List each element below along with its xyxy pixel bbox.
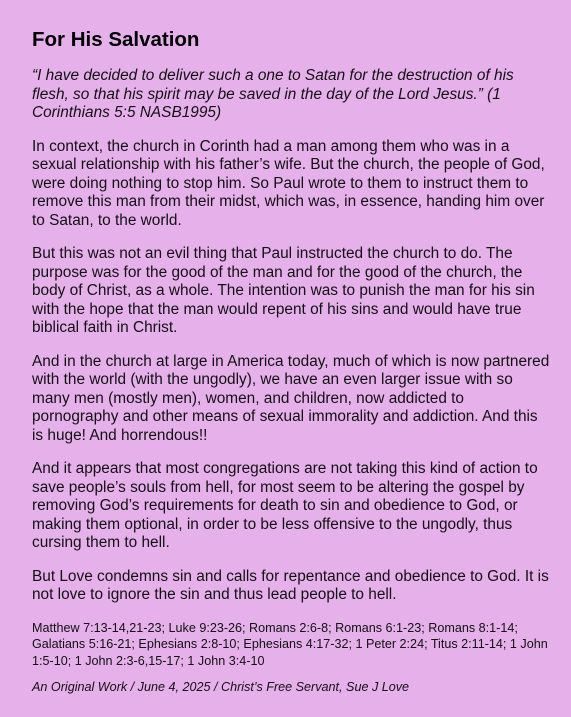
paragraph-4: And it appears that most congregations are not taking this kind of action to save people’s souls from hell, for most seem to be altering the gospel by removing God’s requirements for death to sin and obedience to God, or making them optional, in order to be less offensive to the ungodly, thus cursing them to hell. [32,460,538,551]
scripture-quote: “I have decided to deliver such a one to Satan for the destruction of his flesh, so that his spirit may be saved in the day of the Lord Jesus.” (1 Corinthians 5:5 NASB1995) [32,67,514,121]
paragraph-1: In context, the church in Corinth had a man among them who was in a sexual relationship with his father’s wife. But the church, the people of God, were doing nothing to stop him. So Paul wrote to them to instruct them to remove this man from their midst, which was, in essence, handing him over to Satan, to the world. [32,137,545,229]
page-title: For His Salvation [32,28,200,51]
attribution-footer: An Original Work / June 4, 2025 / Christ’s Free Servant, Sue J Love [32,680,410,694]
paragraph-2: But this was not an evil thing that Paul instructed the church to do. The purpose was for the good of the man and for the good of the church, the body of Christ, as a whole. The intention was to punish the man for his sin with the hope that the man would repent of his sins and would have true biblical faith in Christ. [32,245,535,336]
scripture-references: Matthew 7:13-14,21-23; Luke 9:23-26; Romans 2:6-8; Romans 6:1-23; Romans 8:1-14; Galatians 5:16-21; Ephesians 2:8-10; Ephesians 4:17-32; 1 Peter 2:24; Titus 2:11-14; 1 John 1:5-10; 1 John 2:3-6,15-17; 1 John 3:4-10 [32,620,548,668]
paragraph-5: But Love condemns sin and calls for repentance and obedience to God. It is not love to ignore the sin and thus lead people to hell. [32,567,549,603]
paragraph-3: And in the church at large in America today, much of which is now partnered with the world (with the ungodly), we have an even larger issue with so many men (mostly men), women, and children, now addicted to pornography and other means of sexual immorality and addiction. And this is huge! And horrendous!! [32,352,550,444]
